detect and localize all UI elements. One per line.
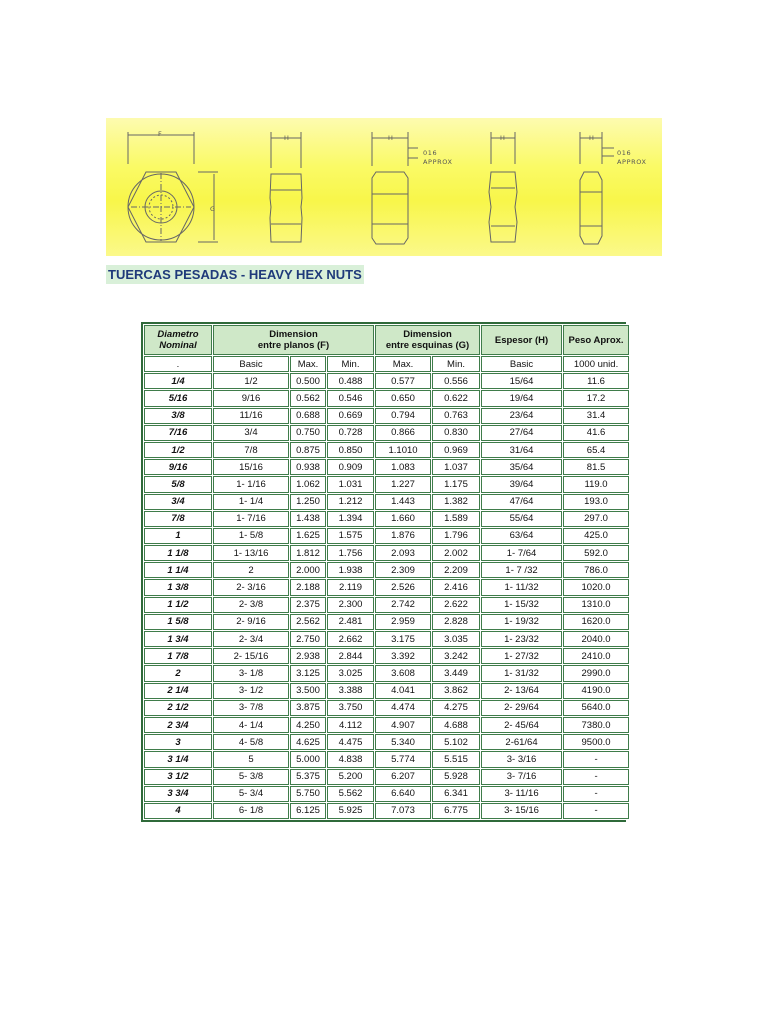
- cell-flats-min: 4.112: [327, 717, 374, 733]
- table-row: [144, 683, 629, 699]
- subheader-cell: Max.: [375, 356, 431, 372]
- cell-thickness-basic: 27/64: [481, 425, 562, 441]
- cell-corners-min: 1.796: [432, 528, 480, 544]
- subheader-row: [144, 356, 629, 372]
- page-title: TUERCAS PESADAS - HEAVY HEX NUTS: [108, 267, 362, 282]
- cell-flats-basic: 5- 3/8: [213, 769, 289, 785]
- cell-flats-basic: 4- 1/4: [213, 717, 289, 733]
- cell-flats-max: 2.375: [290, 597, 326, 613]
- cell-thickness-basic: 1- 15/32: [481, 597, 562, 613]
- cell-corners-min: 1.589: [432, 511, 480, 527]
- cell-nominal-diameter: 7/16: [144, 425, 212, 441]
- subheader-cell: 1000 unid.: [563, 356, 629, 372]
- header-corners-line2: entre esquinas (G): [385, 340, 470, 351]
- header-nominal-line2: Nominal: [159, 340, 197, 351]
- cell-flats-min: 5.925: [327, 803, 374, 819]
- table-row: [144, 494, 629, 510]
- cell-flats-min: 3.750: [327, 700, 374, 716]
- nuts-table: [143, 324, 630, 820]
- cell-thickness-basic: 1- 23/32: [481, 631, 562, 647]
- cell-nominal-diameter: 3 3/4: [144, 786, 212, 802]
- cell-flats-max: 2.188: [290, 579, 326, 595]
- cell-corners-min: 0.969: [432, 442, 480, 458]
- header-thickness: Espesor (H): [481, 325, 562, 355]
- cell-corners-min: 3.449: [432, 665, 480, 681]
- cell-flats-basic: 11/16: [213, 408, 289, 424]
- cell-flats-basic: 1- 13/16: [213, 545, 289, 561]
- header-nominal-line1: Diametro: [157, 329, 199, 340]
- cell-flats-max: 3.500: [290, 683, 326, 699]
- chamfer-label-1a: 016: [423, 149, 438, 157]
- cell-flats-max: 0.500: [290, 373, 326, 389]
- cell-weight: 592.0: [563, 545, 629, 561]
- cell-corners-max: 0.650: [375, 390, 431, 406]
- dim-h-label-4: H: [589, 134, 595, 142]
- cell-corners-min: 2.416: [432, 579, 480, 595]
- cell-corners-max: 0.866: [375, 425, 431, 441]
- subheader-cell: Basic: [213, 356, 289, 372]
- cell-flats-basic: 15/16: [213, 459, 289, 475]
- cell-corners-max: 2.742: [375, 597, 431, 613]
- cell-flats-basic: 2: [213, 562, 289, 578]
- cell-flats-max: 1.625: [290, 528, 326, 544]
- cell-nominal-diameter: 1 3/4: [144, 631, 212, 647]
- cell-corners-min: 3.862: [432, 683, 480, 699]
- cell-corners-min: 0.830: [432, 425, 480, 441]
- table-row: [144, 631, 629, 647]
- table-row: [144, 614, 629, 630]
- cell-flats-basic: 7/8: [213, 442, 289, 458]
- cell-flats-min: 0.909: [327, 459, 374, 475]
- cell-flats-basic: 2- 3/8: [213, 597, 289, 613]
- cell-weight: 2040.0: [563, 631, 629, 647]
- cell-flats-min: 2.844: [327, 648, 374, 664]
- cell-corners-min: 5.515: [432, 751, 480, 767]
- dim-h-label-2: H: [388, 134, 394, 142]
- cell-weight: 1020.0: [563, 579, 629, 595]
- cell-corners-min: 1.175: [432, 476, 480, 492]
- cell-nominal-diameter: 1/4: [144, 373, 212, 389]
- cell-flats-max: 2.750: [290, 631, 326, 647]
- table-row: [144, 769, 629, 785]
- cell-flats-basic: 3- 1/2: [213, 683, 289, 699]
- table-row: [144, 803, 629, 819]
- cell-thickness-basic: 63/64: [481, 528, 562, 544]
- cell-flats-max: 5.750: [290, 786, 326, 802]
- cell-corners-min: 1.037: [432, 459, 480, 475]
- header-corners: [375, 325, 480, 355]
- cell-flats-basic: 6- 1/8: [213, 803, 289, 819]
- cell-flats-max: 4.625: [290, 734, 326, 750]
- cell-nominal-diameter: 5/16: [144, 390, 212, 406]
- cell-flats-basic: 2- 3/4: [213, 631, 289, 647]
- cell-corners-min: 3.242: [432, 648, 480, 664]
- cell-flats-max: 2.000: [290, 562, 326, 578]
- cell-weight: -: [563, 786, 629, 802]
- cell-flats-max: 2.938: [290, 648, 326, 664]
- chamfer-label-2a: 016: [617, 149, 632, 157]
- cell-nominal-diameter: 3 1/2: [144, 769, 212, 785]
- cell-corners-min: 1.382: [432, 494, 480, 510]
- cell-corners-min: 6.341: [432, 786, 480, 802]
- cell-flats-max: 4.250: [290, 717, 326, 733]
- cell-flats-basic: 5: [213, 751, 289, 767]
- cell-thickness-basic: 1- 19/32: [481, 614, 562, 630]
- cell-flats-max: 3.875: [290, 700, 326, 716]
- cell-nominal-diameter: 3/4: [144, 494, 212, 510]
- cell-corners-max: 1.876: [375, 528, 431, 544]
- table-row: [144, 665, 629, 681]
- table-row: [144, 562, 629, 578]
- cell-weight: -: [563, 751, 629, 767]
- cell-weight: 193.0: [563, 494, 629, 510]
- table-row: [144, 528, 629, 544]
- cell-flats-basic: 1- 1/16: [213, 476, 289, 492]
- cell-flats-basic: 3- 1/8: [213, 665, 289, 681]
- cell-flats-basic: 2- 3/16: [213, 579, 289, 595]
- cell-flats-max: 1.062: [290, 476, 326, 492]
- header-weight: Peso Aprox.: [563, 325, 629, 355]
- cell-flats-min: 1.031: [327, 476, 374, 492]
- cell-corners-max: 1.227: [375, 476, 431, 492]
- cell-corners-min: 5.928: [432, 769, 480, 785]
- table-row: [144, 408, 629, 424]
- cell-weight: 2990.0: [563, 665, 629, 681]
- cell-nominal-diameter: 4: [144, 803, 212, 819]
- subheader-cell: Min.: [432, 356, 480, 372]
- cell-nominal-diameter: 7/8: [144, 511, 212, 527]
- dim-h-label-1: H: [284, 134, 290, 142]
- cell-corners-max: 4.474: [375, 700, 431, 716]
- cell-thickness-basic: 15/64: [481, 373, 562, 389]
- cell-flats-basic: 1- 7/16: [213, 511, 289, 527]
- header-flats-line2: entre planos (F): [257, 340, 330, 351]
- cell-thickness-basic: 3- 7/16: [481, 769, 562, 785]
- cell-flats-basic: 9/16: [213, 390, 289, 406]
- cell-weight: 425.0: [563, 528, 629, 544]
- cell-flats-min: 1.575: [327, 528, 374, 544]
- cell-nominal-diameter: 1 3/8: [144, 579, 212, 595]
- cell-corners-max: 1.443: [375, 494, 431, 510]
- cell-nominal-diameter: 1 7/8: [144, 648, 212, 664]
- cell-thickness-basic: 1- 7 /32: [481, 562, 562, 578]
- table-row: [144, 751, 629, 767]
- cell-weight: 4190.0: [563, 683, 629, 699]
- cell-thickness-basic: 2-61/64: [481, 734, 562, 750]
- cell-flats-max: 5.375: [290, 769, 326, 785]
- cell-corners-min: 0.622: [432, 390, 480, 406]
- cell-corners-min: 2.209: [432, 562, 480, 578]
- cell-corners-max: 2.526: [375, 579, 431, 595]
- cell-thickness-basic: 3- 15/16: [481, 803, 562, 819]
- cell-corners-max: 4.907: [375, 717, 431, 733]
- chamfer-label-2b: APPROX: [617, 158, 647, 166]
- cell-nominal-diameter: 3 1/4: [144, 751, 212, 767]
- cell-weight: 2410.0: [563, 648, 629, 664]
- cell-flats-basic: 4- 5/8: [213, 734, 289, 750]
- cell-thickness-basic: 3- 3/16: [481, 751, 562, 767]
- hex-nut-drawings: [106, 118, 662, 256]
- cell-flats-max: 0.875: [290, 442, 326, 458]
- cell-corners-max: 0.577: [375, 373, 431, 389]
- cell-corners-min: 2.622: [432, 597, 480, 613]
- cell-corners-min: 2.002: [432, 545, 480, 561]
- cell-thickness-basic: 47/64: [481, 494, 562, 510]
- table-row: [144, 648, 629, 664]
- cell-nominal-diameter: 1/2: [144, 442, 212, 458]
- cell-corners-max: 0.794: [375, 408, 431, 424]
- cell-weight: 9500.0: [563, 734, 629, 750]
- table-row: [144, 442, 629, 458]
- cell-flats-min: 3.388: [327, 683, 374, 699]
- cell-flats-max: 0.688: [290, 408, 326, 424]
- header-corners-line1: Dimension: [403, 329, 452, 340]
- dim-h-label-3: H: [500, 134, 506, 142]
- table-row: [144, 459, 629, 475]
- header-row: [144, 325, 629, 355]
- table-row: [144, 700, 629, 716]
- cell-weight: 1310.0: [563, 597, 629, 613]
- cell-corners-max: 2.093: [375, 545, 431, 561]
- cell-nominal-diameter: 2 1/2: [144, 700, 212, 716]
- cell-thickness-basic: 1- 11/32: [481, 579, 562, 595]
- cell-weight: 1620.0: [563, 614, 629, 630]
- table-row: [144, 734, 629, 750]
- cell-thickness-basic: 35/64: [481, 459, 562, 475]
- cell-corners-min: 0.763: [432, 408, 480, 424]
- table-row: [144, 579, 629, 595]
- cell-flats-max: 2.562: [290, 614, 326, 630]
- cell-flats-basic: 1/2: [213, 373, 289, 389]
- cell-flats-min: 0.850: [327, 442, 374, 458]
- cell-thickness-basic: 1- 31/32: [481, 665, 562, 681]
- cell-flats-basic: 3- 7/8: [213, 700, 289, 716]
- cell-corners-max: 5.340: [375, 734, 431, 750]
- cell-thickness-basic: 2- 45/64: [481, 717, 562, 733]
- cell-nominal-diameter: 1 5/8: [144, 614, 212, 630]
- heavy-hex-nuts-table: [141, 322, 626, 822]
- cell-flats-min: 1.938: [327, 562, 374, 578]
- cell-flats-basic: 5- 3/4: [213, 786, 289, 802]
- subheader-cell: Basic: [481, 356, 562, 372]
- cell-weight: -: [563, 769, 629, 785]
- cell-thickness-basic: 3- 11/16: [481, 786, 562, 802]
- cell-flats-max: 6.125: [290, 803, 326, 819]
- cell-corners-max: 2.309: [375, 562, 431, 578]
- table-row: [144, 425, 629, 441]
- cell-corners-max: 3.175: [375, 631, 431, 647]
- cell-weight: 17.2: [563, 390, 629, 406]
- cell-flats-min: 2.481: [327, 614, 374, 630]
- cell-thickness-basic: 55/64: [481, 511, 562, 527]
- cell-flats-min: 0.728: [327, 425, 374, 441]
- cell-nominal-diameter: 2 3/4: [144, 717, 212, 733]
- cell-flats-min: 5.200: [327, 769, 374, 785]
- cell-corners-max: 6.640: [375, 786, 431, 802]
- table-row: [144, 717, 629, 733]
- table-row: [144, 476, 629, 492]
- cell-weight: -: [563, 803, 629, 819]
- subheader-cell: Min.: [327, 356, 374, 372]
- cell-nominal-diameter: 1: [144, 528, 212, 544]
- cell-nominal-diameter: 5/8: [144, 476, 212, 492]
- cell-flats-min: 0.669: [327, 408, 374, 424]
- cell-nominal-diameter: 2: [144, 665, 212, 681]
- cell-weight: 297.0: [563, 511, 629, 527]
- cell-thickness-basic: 23/64: [481, 408, 562, 424]
- cell-flats-max: 0.750: [290, 425, 326, 441]
- cell-corners-max: 3.608: [375, 665, 431, 681]
- cell-flats-max: 1.438: [290, 511, 326, 527]
- cell-thickness-basic: 1- 27/32: [481, 648, 562, 664]
- table-body: [144, 373, 629, 819]
- hex-nut-diagram: [106, 118, 662, 256]
- cell-flats-min: 1.394: [327, 511, 374, 527]
- cell-thickness-basic: 19/64: [481, 390, 562, 406]
- cell-weight: 31.4: [563, 408, 629, 424]
- cell-corners-min: 0.556: [432, 373, 480, 389]
- cell-nominal-diameter: 2 1/4: [144, 683, 212, 699]
- cell-flats-min: 2.662: [327, 631, 374, 647]
- cell-weight: 786.0: [563, 562, 629, 578]
- cell-corners-max: 1.1010: [375, 442, 431, 458]
- cell-corners-min: 4.275: [432, 700, 480, 716]
- cell-corners-max: 3.392: [375, 648, 431, 664]
- cell-thickness-basic: 2- 29/64: [481, 700, 562, 716]
- cell-flats-min: 0.546: [327, 390, 374, 406]
- cell-flats-basic: 2- 9/16: [213, 614, 289, 630]
- cell-weight: 119.0: [563, 476, 629, 492]
- table-row: [144, 786, 629, 802]
- table-row: [144, 373, 629, 389]
- cell-thickness-basic: 31/64: [481, 442, 562, 458]
- cell-corners-min: 3.035: [432, 631, 480, 647]
- cell-weight: 41.6: [563, 425, 629, 441]
- cell-flats-basic: 2- 15/16: [213, 648, 289, 664]
- cell-nominal-diameter: 1 1/4: [144, 562, 212, 578]
- table-row: [144, 545, 629, 561]
- table-row: [144, 511, 629, 527]
- cell-weight: 11.6: [563, 373, 629, 389]
- cell-weight: 81.5: [563, 459, 629, 475]
- cell-corners-min: 5.102: [432, 734, 480, 750]
- cell-nominal-diameter: 3: [144, 734, 212, 750]
- cell-flats-min: 5.562: [327, 786, 374, 802]
- subheader-cell: Max.: [290, 356, 326, 372]
- header-flats: [213, 325, 374, 355]
- cell-corners-max: 1.660: [375, 511, 431, 527]
- cell-thickness-basic: 39/64: [481, 476, 562, 492]
- cell-corners-max: 4.041: [375, 683, 431, 699]
- cell-flats-min: 1.756: [327, 545, 374, 561]
- subheader-cell: .: [144, 356, 212, 372]
- cell-nominal-diameter: 1 1/8: [144, 545, 212, 561]
- cell-flats-max: 3.125: [290, 665, 326, 681]
- cell-nominal-diameter: 3/8: [144, 408, 212, 424]
- cell-flats-basic: 1- 5/8: [213, 528, 289, 544]
- cell-nominal-diameter: 1 1/2: [144, 597, 212, 613]
- header-flats-line1: Dimension: [269, 329, 318, 340]
- table-row: [144, 597, 629, 613]
- cell-weight: 5640.0: [563, 700, 629, 716]
- cell-weight: 7380.0: [563, 717, 629, 733]
- table-row: [144, 390, 629, 406]
- cell-thickness-basic: 2- 13/64: [481, 683, 562, 699]
- cell-corners-min: 2.828: [432, 614, 480, 630]
- cell-flats-max: 0.938: [290, 459, 326, 475]
- cell-nominal-diameter: 9/16: [144, 459, 212, 475]
- cell-flats-max: 5.000: [290, 751, 326, 767]
- cell-flats-min: 4.475: [327, 734, 374, 750]
- dim-g-label: G: [210, 205, 216, 213]
- cell-flats-max: 1.250: [290, 494, 326, 510]
- cell-thickness-basic: 1- 7/64: [481, 545, 562, 561]
- cell-corners-max: 6.207: [375, 769, 431, 785]
- dim-f-label: F: [158, 130, 163, 138]
- cell-corners-max: 2.959: [375, 614, 431, 630]
- cell-flats-max: 0.562: [290, 390, 326, 406]
- cell-flats-min: 2.300: [327, 597, 374, 613]
- chamfer-label-1b: APPROX: [423, 158, 453, 166]
- cell-corners-min: 6.775: [432, 803, 480, 819]
- cell-flats-min: 1.212: [327, 494, 374, 510]
- cell-flats-min: 0.488: [327, 373, 374, 389]
- cell-flats-min: 4.838: [327, 751, 374, 767]
- cell-corners-max: 1.083: [375, 459, 431, 475]
- cell-flats-min: 2.119: [327, 579, 374, 595]
- cell-corners-min: 4.688: [432, 717, 480, 733]
- cell-flats-max: 1.812: [290, 545, 326, 561]
- cell-weight: 65.4: [563, 442, 629, 458]
- cell-flats-min: 3.025: [327, 665, 374, 681]
- cell-flats-basic: 1- 1/4: [213, 494, 289, 510]
- header-nominal: [144, 325, 212, 355]
- cell-corners-max: 5.774: [375, 751, 431, 767]
- cell-flats-basic: 3/4: [213, 425, 289, 441]
- cell-corners-max: 7.073: [375, 803, 431, 819]
